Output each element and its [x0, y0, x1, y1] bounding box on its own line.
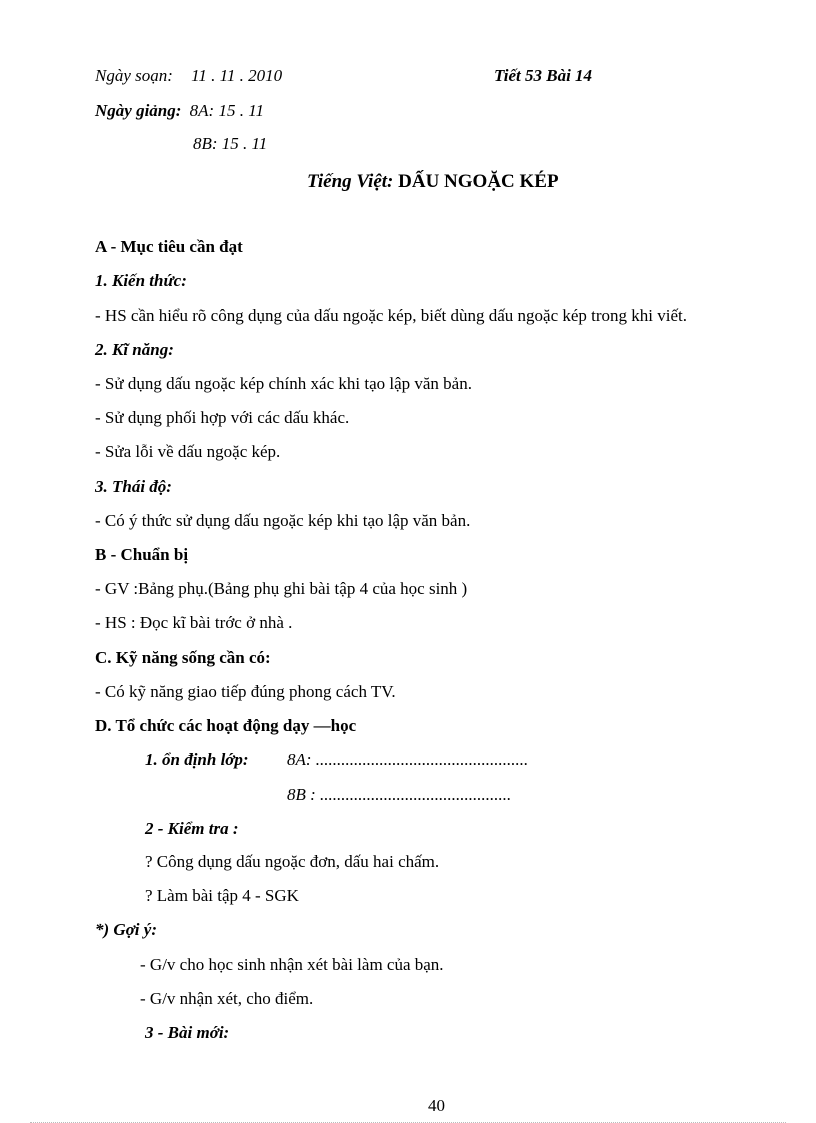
hint-item: - G/v nhận xét, cho điểm. — [140, 989, 314, 1008]
skills-item: - Sử dụng phối hợp với các dấu khác. — [95, 408, 350, 427]
check-question: ? Làm bài tập 4 - SGK — [145, 886, 299, 905]
stabilize-8b: 8B : ............................................. — [287, 785, 512, 804]
title-subject: Tiếng Việt: — [307, 171, 394, 192]
skills-item: - Sử dụng dấu ngoặc kép chính xác khi tạo lập văn bản. — [95, 374, 472, 393]
title-topic: DẤU NGOẶC KÉP — [398, 171, 559, 192]
life-skill-item: - Có kỹ năng giao tiếp đúng phong cách TV. — [95, 682, 396, 701]
knowledge-item: - HS cần hiểu rõ công dụng của dấu ngoặc kép, biết dùng dấu ngoặc kép trong khi viết. — [95, 306, 688, 325]
hint-heading: *) Gợi ý: — [95, 920, 157, 939]
section-c-heading: C. Kỹ năng sống cần có: — [95, 648, 271, 667]
check-heading: 2 - Kiểm tra : — [145, 819, 239, 838]
teach-date-label: Ngày giảng: — [95, 101, 182, 120]
skills-heading: 2. Kĩ năng: — [95, 340, 174, 359]
page-number: 40 — [428, 1096, 445, 1115]
hint-item: - G/v cho học sinh nhận xét bài làm của bạn. — [140, 955, 444, 974]
prep-date-label: Ngày soạn: — [95, 66, 173, 85]
prep-hs: - HS : Đọc kĩ bài trớc ở nhà . — [95, 613, 293, 632]
page-title — [307, 172, 559, 192]
teach-date-8b: 8B: 15 . 11 — [193, 134, 268, 153]
teach-date-8a: 8A: 15 . 11 — [189, 101, 264, 120]
section-a-heading: A - Mục tiêu cần đạt — [95, 237, 243, 256]
prep-gv: - GV :Bảng phụ.(Bảng phụ ghi bài tập 4 của học sinh ) — [95, 579, 468, 598]
attitude-heading: 3. Thái độ: — [95, 477, 172, 496]
knowledge-heading: 1. Kiến thức: — [95, 271, 187, 290]
skills-item: - Sửa lỗi về dấu ngoặc kép. — [95, 442, 281, 461]
stabilize-label: 1. ổn định lớp: — [145, 750, 249, 769]
lesson-number: Tiết 53 Bài 14 — [494, 66, 593, 85]
prep-date-line — [95, 66, 282, 86]
attitude-item: - Có ý thức sử dụng dấu ngoặc kép khi tạo lập văn bản. — [95, 511, 471, 530]
teach-date-line — [95, 101, 264, 121]
check-question: ? Công dụng dấu ngoặc đơn, dấu hai chấm. — [145, 852, 440, 871]
section-b-heading: B - Chuẩn bị — [95, 545, 189, 564]
section-d-heading: D. Tổ chức các hoạt động dạy —học — [95, 716, 357, 735]
new-lesson-heading: 3 - Bài mới: — [145, 1023, 230, 1042]
prep-date: 11 . 11 . 2010 — [191, 66, 283, 85]
stabilize-8a: 8A: .................................................. — [287, 750, 529, 769]
